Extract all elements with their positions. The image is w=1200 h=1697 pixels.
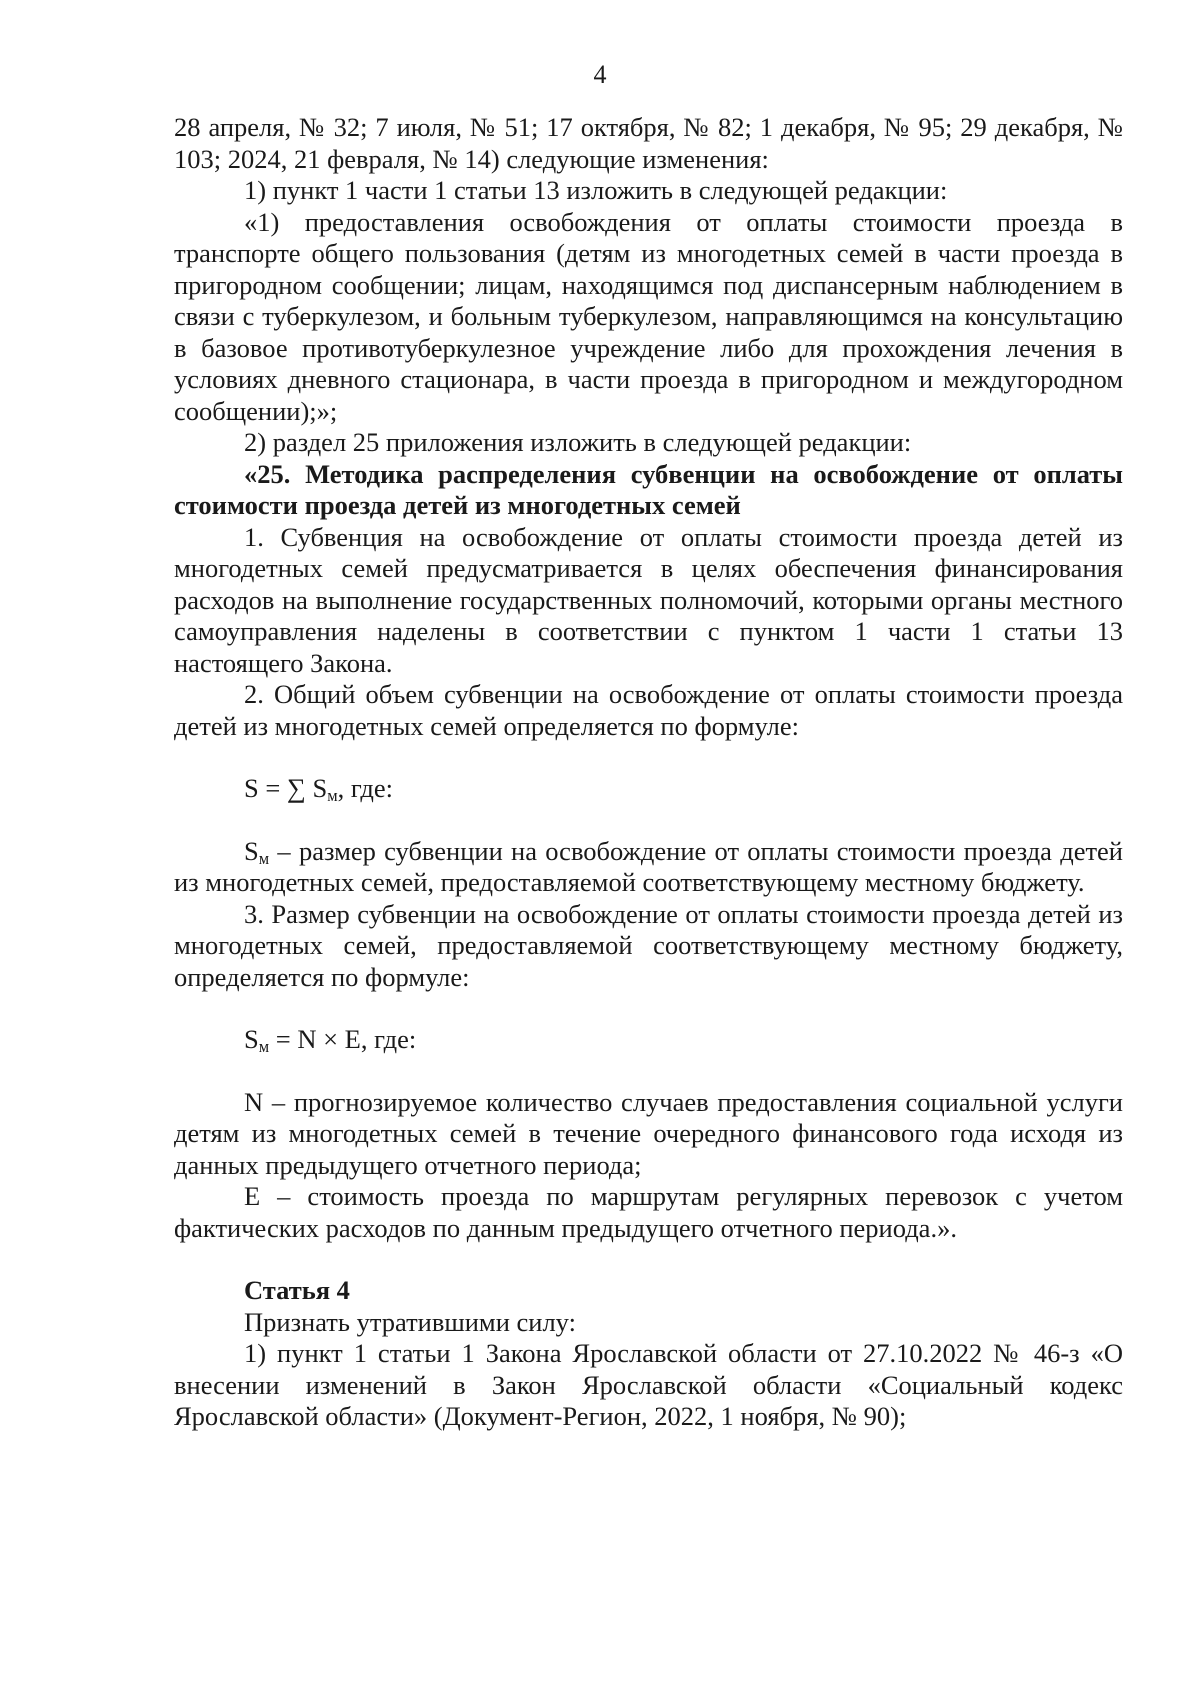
paragraph-methodology-3: 3. Размер субвенции на освобождение от оплаты стоимости проезда детей из многодетных семей, предоставляемой соответствующему местному бюджету, определяется по формуле: — [174, 898, 1123, 992]
formula-lhs: S — [244, 1024, 259, 1054]
paragraph-item-2: 2) раздел 25 приложения изложить в следующей редакции: — [244, 427, 912, 457]
formula-total-subvention — [174, 773, 1123, 805]
paragraph-item-1: 1) пункт 1 части 1 статьи 13 изложить в следующей редакции: — [244, 175, 948, 205]
symbol-base: S — [244, 835, 259, 866]
paragraph-repeal-item-1: 1) пункт 1 статьи 1 Закона Ярославской области от 27.10.2022 № 46-з «О внесении изменений в Закон Ярославской области «Социальный кодекс Ярославской области» (Документ-Регион, 2022, 1 ноября, № 90); — [174, 1338, 1123, 1431]
paragraph-methodology-2: 2. Общий объем субвенции на освобождение от оплаты стоимости проезда детей из многодетных семей определяется по формуле: — [174, 679, 1123, 741]
paragraph-amendments-list: 28 апреля, № 32; 7 июля, № 51; 17 октября, № 82; 1 декабря, № 95; 29 декабря, № 103; 2024, 21 февраля, № 14) следующие изменения: — [174, 112, 1123, 174]
paragraph-e-definition: E – стоимость проезда по маршрутам регулярных перевозок с учетом фактических расходов по данным предыдущего отчетного периода.». — [174, 1181, 1123, 1243]
paragraph-sm-definition — [174, 836, 1123, 899]
formula-subscript: м — [258, 1037, 270, 1057]
formula-local-subvention — [174, 1024, 1123, 1056]
definition-text: – размер субвенции на освобождение от оплаты стоимости проезда детей из многодетных семей, предоставляемой соответствующему местному бюджету. — [174, 835, 1123, 897]
paragraph-n-definition: N – прогнозируемое количество случаев предоставления социальной услуги детям из многодетных семей в течение очередного финансового года исходя из данных предыдущего отчетного периода; — [174, 1086, 1123, 1180]
document-body — [174, 112, 1123, 1433]
article-4-title: Статья 4 — [244, 1275, 350, 1305]
section-25-heading: «25. Методика распределения субвенции на освобождение от оплаты стоимости проезда детей из многодетных семей — [174, 458, 1123, 520]
page-number: 4 — [593, 60, 607, 89]
paragraph-methodology-1: 1. Субвенция на освобождение от оплаты стоимости проезда детей из многодетных семей предусматривается в целях обеспечения финансирования расходов на выполнение государственных полномочий, которыми органы местного самоуправления наделены в соответствии с пунктом 1 части 1 статьи 13 настоящего Закона. — [174, 521, 1123, 678]
formula-tail: = N × E, где: — [269, 1024, 417, 1054]
formula-lhs: S = ∑ S — [244, 773, 328, 803]
formula-tail: , где: — [337, 773, 394, 803]
formula-subscript: м — [327, 786, 338, 806]
paragraph-repeal-intro: Признать утратившими силу: — [244, 1306, 576, 1337]
symbol-subscript: м — [258, 848, 270, 868]
paragraph-new-wording: «1) предоставления освобождения от оплаты стоимости проезда в транспорте общего пользования (детям из многодетных семей в части проезда в пригородном сообщении; лицам, находящимся под диспансерным наблюдением в связи с туберкулезом, и больным туберкулезом, направляющимся на консультацию в базовое противотуберкулезное учреждение либо для прохождения лечения в условиях дневного стационара, в части проезда в пригородном и междугородном сообщении);»; — [174, 206, 1123, 426]
